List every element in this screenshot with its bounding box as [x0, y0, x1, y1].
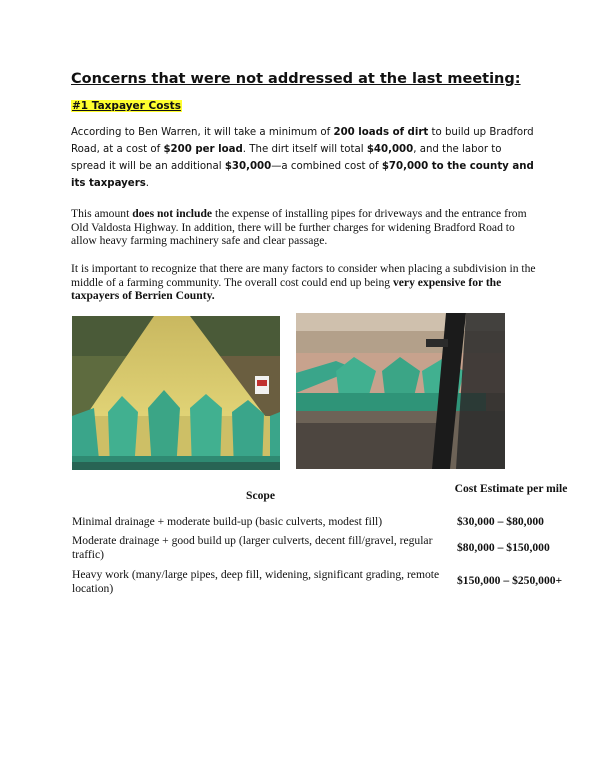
- text-run: This amount: [71, 207, 133, 220]
- bold-run: $40,000: [366, 144, 414, 155]
- photo-combine-header-road: [72, 316, 280, 470]
- table-cell-cost: $30,000 – $80,000: [457, 515, 544, 528]
- text-run: According to Ben Warren, it will take a minimum of: [71, 127, 334, 138]
- photo-combine-header-road-drawing: [72, 316, 280, 470]
- photo-header-from-cab-drawing: [296, 313, 505, 469]
- paragraph-exclusions: [71, 207, 541, 248]
- bold-run: 200 loads of dirt: [333, 127, 429, 138]
- text-run: , and the labor to spread it will be an additional: [71, 144, 502, 172]
- text-run: —a combined cost of: [271, 161, 382, 172]
- paragraph-factors: [71, 262, 541, 303]
- table-header-cost: Cost Estimate per mile: [454, 482, 568, 495]
- bold-run: does not include: [132, 207, 213, 220]
- text-run: .: [145, 178, 150, 189]
- text-run: . The dirt itself will total: [242, 144, 367, 155]
- table-header-scope: Scope: [246, 489, 275, 502]
- table-cell-scope: Heavy work (many/large pipes, deep fill, widening, significant grading, remote location): [72, 568, 440, 595]
- text-run: to build up Bradford Road, at a cost of: [71, 127, 534, 155]
- bold-run: very expensive for the taxpayers of Berrien County.: [71, 275, 502, 303]
- text-run: It is important to recognize that there are many factors to consider when placing a subdivision in the middle of a farming community. The overall cost could end up being: [71, 262, 536, 289]
- table-cell-scope: Moderate drainage + good build up (larger culverts, decent fill/gravel, regular traffic): [72, 534, 433, 561]
- paragraph-cost-summary: [71, 124, 539, 192]
- table-cell-scope: Minimal drainage + moderate build-up (basic culverts, modest fill): [72, 515, 383, 528]
- page-title: Concerns that were not addressed at the last meeting:: [71, 71, 521, 87]
- bold-run: $70,000 to the county and its taxpayers: [71, 161, 534, 189]
- bold-run: $30,000: [224, 161, 272, 172]
- photo-header-from-cab: [296, 313, 505, 469]
- table-cell-cost: $150,000 – $250,000+: [457, 574, 563, 587]
- bold-run: $200 per load: [163, 144, 243, 155]
- text-run: the expense of installing pipes for driveways and the entrance from Old Valdosta Highway. In addition, there will be further charges for widening Bradford Road to allow heavy farming machinery safe and clear passage.: [71, 207, 527, 248]
- table-cell-cost: $80,000 – $150,000: [457, 541, 550, 554]
- section-label-taxpayer-costs: #1 Taxpayer Costs: [72, 100, 181, 112]
